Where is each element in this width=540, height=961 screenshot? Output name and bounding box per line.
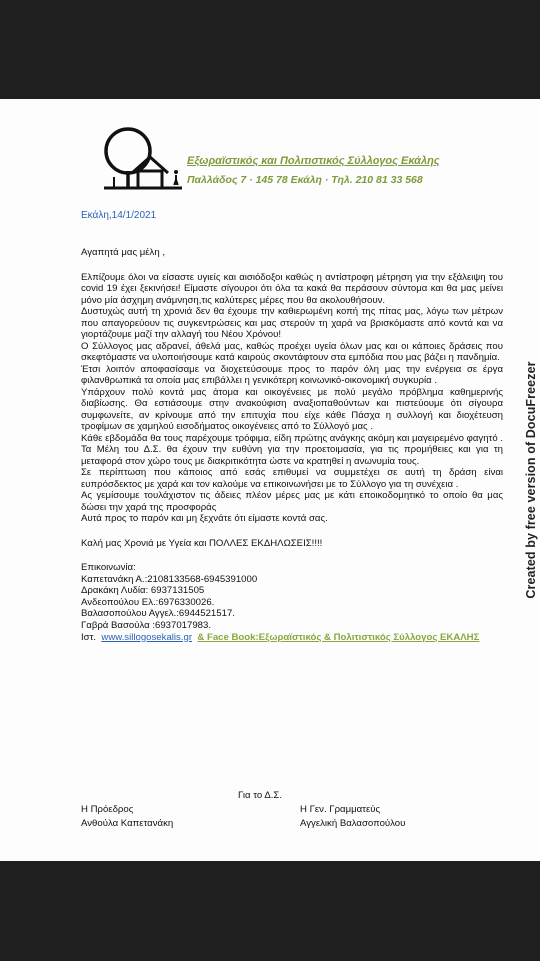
paragraph: Αυτά προς το παρόν και μη ξεχνάτε ότι είμαστε κοντά σας. — [81, 513, 328, 524]
letter-body — [81, 247, 503, 643]
paragraph: Ο Σύλλογος μας αδρανεί, άθελά μας, καθώς προέχει υγεία όλων μας και οι κάποιες δράσεις που σκεφτόμαστε να υλοποιήσουμε κατά καιρούς σκοντάφτουν στα εμπόδια που μας βάζει η πανδημία. — [81, 340, 503, 363]
secretary-signature — [300, 803, 405, 830]
contact-line: Δρακάκη Λυδία: 6937131505 — [81, 585, 205, 597]
web-line — [81, 632, 503, 644]
organization-address: Παλλάδος 7 · 145 78 Εκάλη · Τηλ. 210 81 33 568 — [187, 174, 423, 186]
paragraph: Κάθε εβδομάδα θα τους παρέχουμε τρόφιμα, είδη πρώτης ανάγκης ακόμη και μαγειρεμένο φαγητό . — [81, 432, 503, 444]
president-name: Ανθούλα Καπετανάκη — [81, 817, 174, 829]
watermark-text: Created by free version of DocuFreezer — [523, 361, 538, 599]
paragraph: Ας γεμίσουμε τουλάχιστον τις άδειες πλέον μέρες μας με κάτι εποικοδομητικό το οποίο θα μας δώσει την χαρά της προσφοράς — [81, 490, 503, 513]
paragraph: Δυστυχώς αυτή τη χρονιά δεν θα έχουμε την καθιερωμένη κοπή της πίτας μας, λόγω των μέτρων που απαγορεύουν τις συγκεντρώσεις και μας στερούν τη χαρά να βρισκόμαστε από κοντά και να γιορτάζουμε μαζί την αλλαγή του Νέου Χρόνου! — [81, 306, 503, 340]
paragraph: Σε περίπτωση που κάποιος από εσάς επιθυμεί να συμμετέχει σε αυτή τη δράση είναι ευπρόσδεκτος με χαρά και τον καλούμε να επικοινωνήσει με το Σύλλογο για τη συνέχεια . — [81, 467, 503, 490]
contact-line: Ανδεοπούλου Ελ.:6976330026. — [81, 596, 215, 608]
contacts-block — [81, 562, 503, 643]
secretary-name: Αγγελική Βαλασοπούλου — [300, 817, 406, 829]
greeting: Αγαπητά μας μέλη , — [81, 247, 166, 258]
paragraph: Υπάρχουν πολύ κοντά μας άτομα και οικογένειες με πολύ μεγάλο πρόβλημα καθημερινής διαβίωσης. Θα εστιάσουμε στην ανακούφιση αναξιοπαθούντων και πιστεύουμε ότι σίγουρα συμφωνείτε, αν κρίνουμε από την επιτυχία που είχε κάθε Πάσχα η συλλογή και διοχέτευση τροφίμων σε χαμηλού εισοδήματος οικογένειες από το Σύλλογό μας . — [81, 386, 503, 432]
facebook-link[interactable]: & Face Book:Εξωραϊστικός & Πολιτιστικός Σύλλογος ΕΚΑΛΗΣ — [197, 631, 480, 643]
letter-page — [0, 99, 521, 861]
contacts-heading: Επικοινωνία: — [81, 562, 136, 573]
president-signature — [81, 803, 173, 830]
secretary-title: Η Γεν. Γραμματεύς — [300, 804, 381, 815]
president-title: Η Πρόεδρος — [81, 804, 134, 815]
website-link[interactable]: www.sillogosekalis.gr — [101, 631, 193, 643]
paragraph: Τα Μέλη του Δ.Σ. θα έχουν την ευθύνη για την προετοιμασία, για τις προμήθειες και για τη μεταφορά στον χώρο τους με διακριτικότητα ώστε να κρατηθεί η ανωνυμία τους. — [81, 444, 503, 467]
for-board-label: Για το Δ.Σ. — [238, 790, 283, 801]
watermark-strip — [521, 99, 540, 861]
paragraph: Έτσι λοιπόν αποφασίσαμε να διοχετεύσουμε προς το παρόν όλη μας την ενέργεια σε έργα φιλανθρωπικά τα οποία μας επιβάλλει η γενικότερη κοινωνικό-οικονομική συγκυρία . — [81, 363, 503, 386]
web-prefix: Ιστ. — [81, 631, 97, 643]
closing-wish: Καλή μας Χρονιά με Υγεία και ΠΟΛΛΕΣ ΕΚΔΗΛΩΣΕΙΣ!!!! — [81, 537, 323, 549]
organization-name: Εξωραϊστικός και Πολιτιστικός Σύλλογος Εκάλης — [187, 155, 440, 167]
contact-line: Γαβρά Βασούλα :6937017983. — [81, 619, 212, 631]
contact-line: Καπετανάκη Α.:2108133568-6945391000 — [81, 573, 258, 585]
letter-date: Εκάλη,14/1/2021 — [81, 210, 157, 221]
tree-house-logo-icon — [104, 127, 184, 191]
contact-line: Βαλασοπούλου Αγγελ.:6944521517. — [81, 608, 235, 620]
paragraph: Ελπίζουμε όλοι να είσαστε υγιείς και αισιόδοξοι καθώς η αντίστροφη μέτρηση για την εξάλειψη του covid 19 έχει ξεκινήσει! Είμαστε σίγουροι ότι όλα τα κακά θα περάσουν σύντομα και θα μας μείνει μόνο μία άσχημη ανάμνηση,τις καλύτερες μέρες που θα ακολουθήσουν. — [81, 271, 503, 306]
